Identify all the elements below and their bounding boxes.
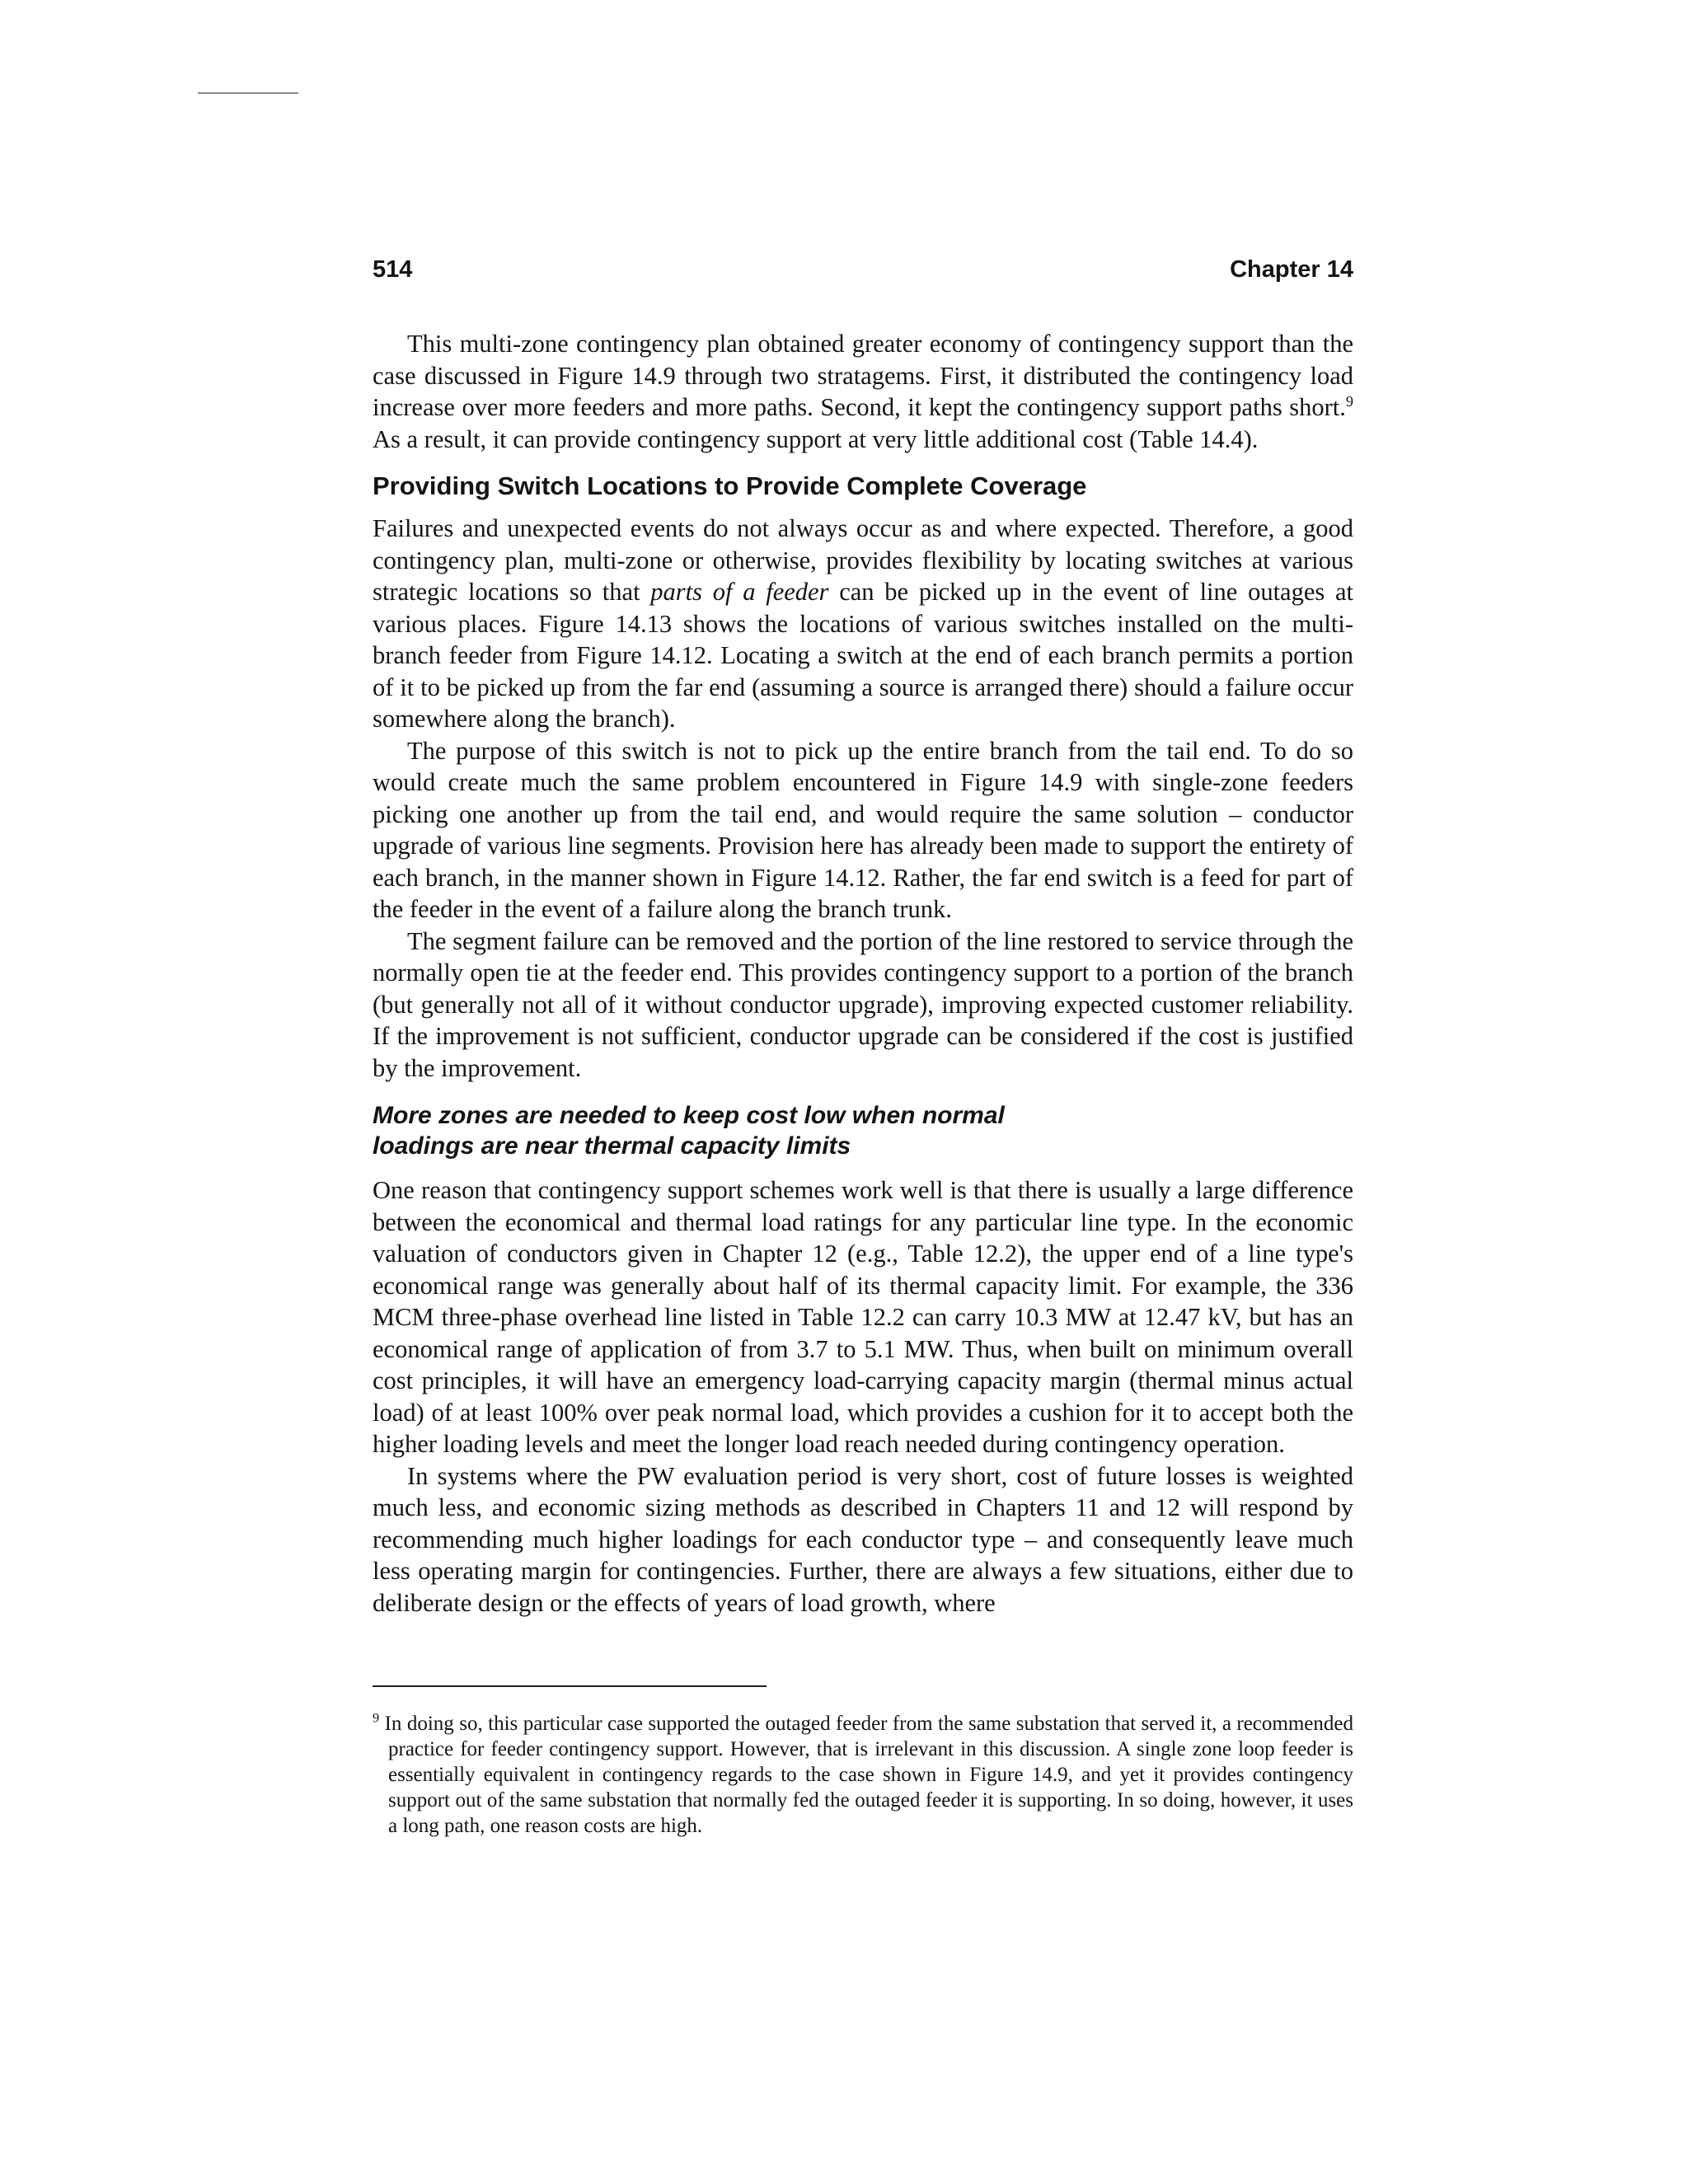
scan-artifact-line bbox=[198, 92, 298, 94]
paragraph-2-emphasis: parts of a feeder bbox=[650, 578, 829, 606]
paragraph-4: The segment failure can be removed and the portion of the line restored to service through the normally open tie at the feeder end. This provides contingency support to a portion of the branch (but generally not all of it without conductor upgrade), improving expected customer reliability. If the improvement is not sufficient, conductor upgrade can be considered if the cost is justified by the improvement. bbox=[373, 926, 1353, 1082]
paragraph-1 bbox=[373, 328, 1353, 455]
paragraph-2-text-a: Failures and unexpected events do not always occur as and where expected. Therefore, a good contingency plan, multi-zone or otherwise, provides flexibility by locating switches at various strategic locations so that bbox=[373, 514, 1353, 606]
footnote-divider bbox=[373, 1685, 767, 1687]
paragraph-1-text-a: This multi-zone contingency plan obtained greater economy of contingency support than the case discussed in Figure 14.9 through two stratagems. First, it distributed the contingency load increase over more feeders and more paths. Second, it kept the contingency support paths short. bbox=[373, 330, 1353, 421]
section-heading: Providing Switch Locations to Provide Complete Coverage bbox=[373, 471, 1087, 500]
paragraph-3: The purpose of this switch is not to pick up the entire branch from the tail end. To do so would create much the same problem encountered in Figure 14.9 with single-zone feeders picking one another up from the tail end, and would require the same solution – conductor upgrade of various line segments. Provision here has already been made to support the entirety of each branch, in the manner shown in Figure 14.12. Rather, the far end switch is a feed for part of the feeder in the event of a failure along the branch trunk. bbox=[373, 736, 1353, 923]
paragraph-5: One reason that contingency support schemes work well is that there is usually a large difference between the economical and thermal load ratings for any particular line type. In the economic valuation of conductors given in Chapter 12 (e.g., Table 12.2), the upper end of a line type's economical range was generally about half of its thermal capacity limit. For example, the 336 MCM three-phase overhead line listed in Table 12.2 can carry 10.3 MW at 12.47 kV, but has an economical range of application of from 3.7 to 5.1 MW. Thus, when built on minimum overall cost principles, it will have an emergency load-carrying capacity margin (thermal minus actual load) of at least 100% over peak normal load, which provides a cushion for it to accept both the higher loading levels and meet the longer load reach needed during contingency operation. bbox=[373, 1176, 1353, 1458]
footnote-marker: 9 bbox=[373, 1710, 380, 1726]
running-head: Chapter 14 bbox=[1230, 256, 1353, 283]
paragraph-2 bbox=[373, 513, 1353, 735]
page-header bbox=[373, 252, 1353, 287]
subsection-heading: More zones are needed to keep cost low when normal loadings are near thermal capacity limits bbox=[373, 1102, 1005, 1160]
footnote-reference: 9 bbox=[1345, 392, 1353, 410]
paragraph-2-text-b: can be picked up in the event of line outages at various places. Figure 14.13 shows the locations of various switches installed on the multi-branch feeder from Figure 14.12. Locating a switch at the end of each branch permits a portion of it to be picked up from the far end (assuming a source is arranged there) should a failure occur somewhere along the branch). bbox=[373, 578, 1353, 733]
paragraph-6: In systems where the PW evaluation period is very short, cost of future losses is weighted much less, and economic sizing methods as described in Chapters 11 and 12 will respond by recommending much higher loadings for each conductor type – and consequently leave much less operating margin for contingencies. Further, there are always a few situations, either due to deliberate design or the effects of years of load growth, where bbox=[373, 1461, 1353, 1617]
footnote-text: In doing so, this particular case supported the outaged feeder from the same substation that served it, a recommended practice for feeder contingency support. However, that is irrelevant in this discussion. A single zone loop feeder is essentially equivalent in contingency regards to the case shown in Figure 14.9, and yet it provides contingency support out of the same substation that normally fed the outaged feeder it is supporting. In so doing, however, it uses a long path, one reason costs are high. bbox=[379, 1713, 1353, 1837]
paragraph-1-text-b: As a result, it can provide contingency support at very little additional cost (Table 14.4). bbox=[373, 424, 1259, 453]
page-number: 514 bbox=[373, 256, 413, 283]
footnote bbox=[373, 1711, 1353, 1839]
main-text bbox=[373, 328, 1353, 1619]
